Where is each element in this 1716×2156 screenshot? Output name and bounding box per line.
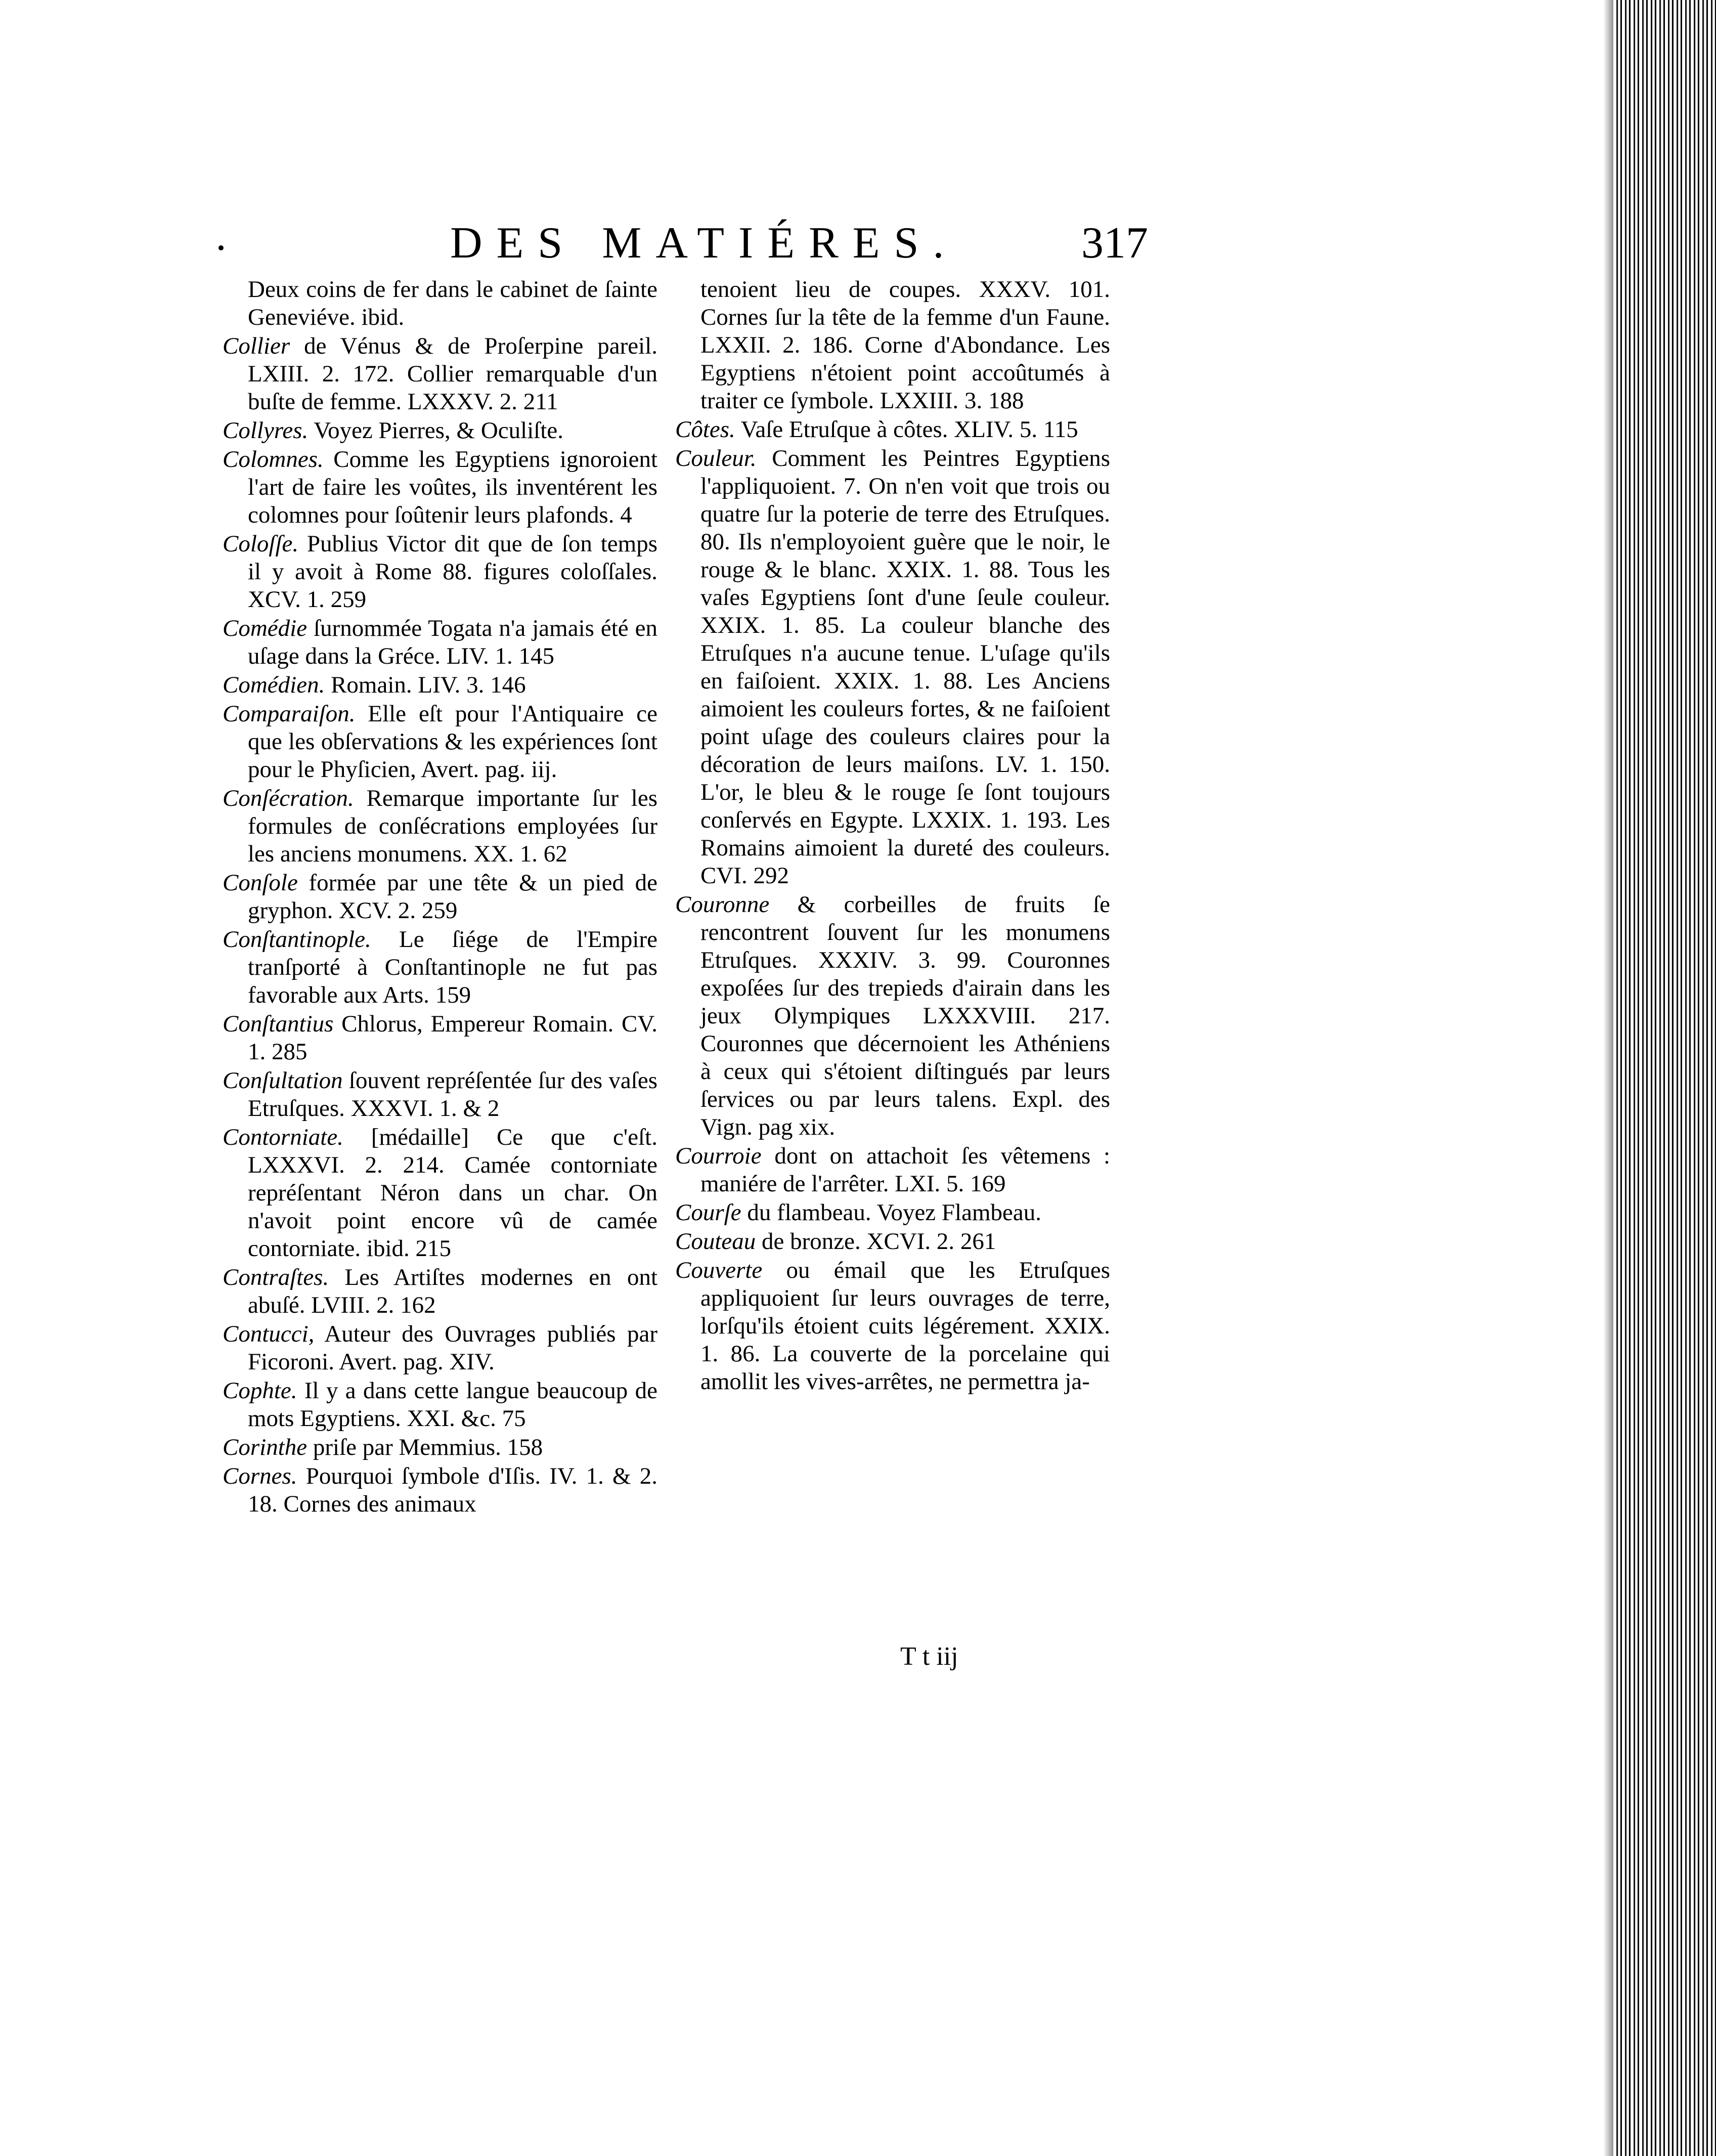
entry-text: Remarque importante ſur les formules de conſécrations employées ſur les anciens monumens. XX. 1. 62 [248,785,657,867]
entry-headword: Contorniate. [223,1124,343,1150]
entry-text: ſouvent repréſentée ſur des vaſes Etruſques. XXXVI. 1. & 2 [248,1067,657,1122]
entry-text: Publius Victor dit que de ſon temps il y avoit à Rome 88. figures coloſſales. XCV. 1. 259 [248,531,657,613]
index-entry [675,1199,1110,1227]
entry-text: dont on attachoit ſes vêtemens : maniére de l'arrêter. LXI. 5. 169 [700,1143,1110,1197]
index-entry [675,276,1110,415]
index-entry [223,1124,657,1263]
index-column-left [223,276,657,1652]
index-entry [223,1010,657,1066]
entry-headword: Collyres. [223,417,309,444]
entry-headword: Contraſtes. [223,1264,329,1290]
index-entry [223,1067,657,1123]
entry-headword: Conſtantius [223,1011,334,1037]
entry-headword: Couronne [675,891,770,918]
index-entry [223,1462,657,1518]
entry-text: priſe par Memmius. 158 [313,1434,543,1460]
index-entry [223,446,657,529]
entry-headword: Couteau [675,1228,756,1255]
entry-text: Elle eſt pour l'Antiquaire ce que les obſervations & les expériences ſont pour le Phyſicien, Avert. pag. iij. [248,701,657,783]
entry-headword: Comédien. [223,672,325,698]
index-entry [223,615,657,670]
entry-text: Voyez Pierres, & Oculiſte. [314,417,564,444]
entry-headword: Corinthe [223,1434,307,1460]
entry-text: Deux coins de fer dans le cabinet de ſainte Geneviéve. ibid. [248,276,657,330]
index-entry [675,416,1110,444]
index-entry [223,1320,657,1376]
entry-headword: Conſécration. [223,785,354,811]
entry-text: de bronze. XCVI. 2. 261 [762,1228,996,1255]
entry-headword: Colomnes. [223,446,324,472]
index-column-right [675,276,1110,1652]
entry-headword: Côtes. [675,416,735,443]
index-entry [675,1228,1110,1256]
index-entry [223,530,657,614]
index-entry [223,276,657,331]
entry-headword: Coloſſe. [223,531,299,557]
index-entry [223,332,657,416]
entry-headword: Couverte [675,1257,763,1283]
index-entry [223,869,657,925]
index-entry [675,891,1110,1141]
entry-headword: Conſtantinople. [223,926,371,953]
entry-text: Romain. LIV. 3. 146 [331,672,526,698]
index-entry [223,1264,657,1319]
entry-headword: Conſole [223,870,298,896]
entry-text: du flambeau. Voyez Flambeau. [747,1199,1042,1226]
index-entry [223,1434,657,1461]
entry-text: Comment les Peintres Egyptiens l'appliquoient. 7. On n'en voit que trois ou quatre ſur la poterie de terre des Etruſques. 80. Ils n'employoient guère que le noir, le rouge & le blanc. XXIX. 1. 88. Tous les vaſes Egyptiens ſont d'une ſeule couleur. XXIX. 1. 85. La couleur blanche des Etruſques n'a aucune tenue. L'uſage qu'ils en faiſoient. XXIX. 1. 88. Les Anciens aimoient les couleurs fortes, & ne faiſoient point uſage des couleurs claires pour la décoration de leurs maiſons. LV. 1. 150. L'or, le bleu & le rouge ſe ſont toujours conſervés en Egypte. LXXIX. 1. 193. Les Romains aimoient la dureté des couleurs. CVI. 292 [700,445,1110,889]
entry-text: Il y a dans cette langue beaucoup de mots Egyptiens. XXI. &c. 75 [248,1377,657,1432]
page-number: 317 [1081,219,1148,268]
entry-text: Auteur des Ouvrages publiés par Ficoroni. Avert. pag. XIV. [248,1321,657,1375]
entry-headword: Comédie [223,615,307,641]
entry-text: [médaille] Ce que c'eſt. LXXXVI. 2. 214. Camée contorniate repréſentant Néron dans un char. On n'avoit point encore vû de camée contorniate. ibid. 215 [248,1124,657,1262]
index-entry [223,785,657,868]
entry-text: tenoient lieu de coupes. XXXV. 101. Cornes ſur la tête de la femme d'un Faune. LXXII. 2. 186. Corne d'Abondance. Les Egyptiens n'étoient point accoûtumés à traiter ce ſymbole. LXXIII. 3. 188 [700,276,1110,414]
index-entry [675,1257,1110,1396]
index-entry [675,445,1110,890]
entry-headword: Courroie [675,1143,762,1169]
running-head [223,218,1148,268]
index-entry [223,1377,657,1433]
entry-headword: Comparaiſon. [223,701,356,727]
entry-text: formée par une tête & un pied de gryphon. XCV. 2. 259 [248,870,657,924]
entry-headword: Collier [223,333,290,359]
index-entry [675,1142,1110,1198]
running-title: DES MATIÉRES. [450,219,958,268]
entry-text: Comme les Egyptiens ignoroient l'art de faire les voûtes, ils inventérent les colomnes pour ſoûtenir leurs plafonds. 4 [248,446,657,528]
index-entry [223,700,657,784]
entry-headword: Conſultation [223,1067,343,1094]
entry-text: de Vénus & de Proſerpine pareil. LXIII. 2. 172. Collier remarquable d'un buſte de femme. LXXXV. 2. 211 [248,333,657,415]
entry-headword: Courſe [675,1199,741,1226]
entry-text: & corbeilles de fruits ſe rencontrent ſouvent ſur les monumens Etruſques. XXXIV. 3. 99. Couronnes expoſées ſur des trepieds d'airain dans les jeux Olympiques LXXXVIII. 217. Couronnes que décernoient les Athéniens à ceux qui s'étoient diſtingués par leurs ſervices ou par leurs talens. Expl. des Vign. pag xix. [700,891,1110,1140]
entry-headword: Cornes. [223,1463,297,1489]
entry-text: Le ſiége de l'Empire tranſporté à Conſtantinople ne fut pas favorable aux Arts. 159 [248,926,657,1008]
index-entry [223,671,657,699]
book-fore-edge [1613,0,1716,2156]
bullet-mark [218,245,224,250]
entry-headword: Couleur. [675,445,757,471]
entry-text: Chlorus, Empereur Romain. CV. 1. 285 [248,1011,657,1065]
entry-text: ou émail que les Etruſques appliquoient ſur leurs ouvrages de terre, lorſqu'ils étoient cuits légérement. XXIX. 1. 86. La couverte de la porcelaine qui amollit les vives-arrêtes, ne permettra ja- [700,1257,1110,1395]
entry-text: Les Artiſtes modernes en ont abuſé. LVIII. 2. 162 [248,1264,657,1318]
entry-text: Pourquoi ſymbole d'Iſis. IV. 1. & 2. 18. Cornes des animaux [248,1463,657,1517]
index-entry [223,417,657,445]
entry-headword: Cophte. [223,1377,297,1404]
entry-text: Vaſe Etruſque à côtes. XLIV. 5. 115 [740,416,1078,443]
index-entry [223,926,657,1009]
signature-mark: T t iij [900,1642,958,1671]
entry-headword: Contucci, [223,1321,315,1347]
entry-text: ſurnommée Togata n'a jamais été en uſage dans la Gréce. LIV. 1. 145 [248,615,657,669]
